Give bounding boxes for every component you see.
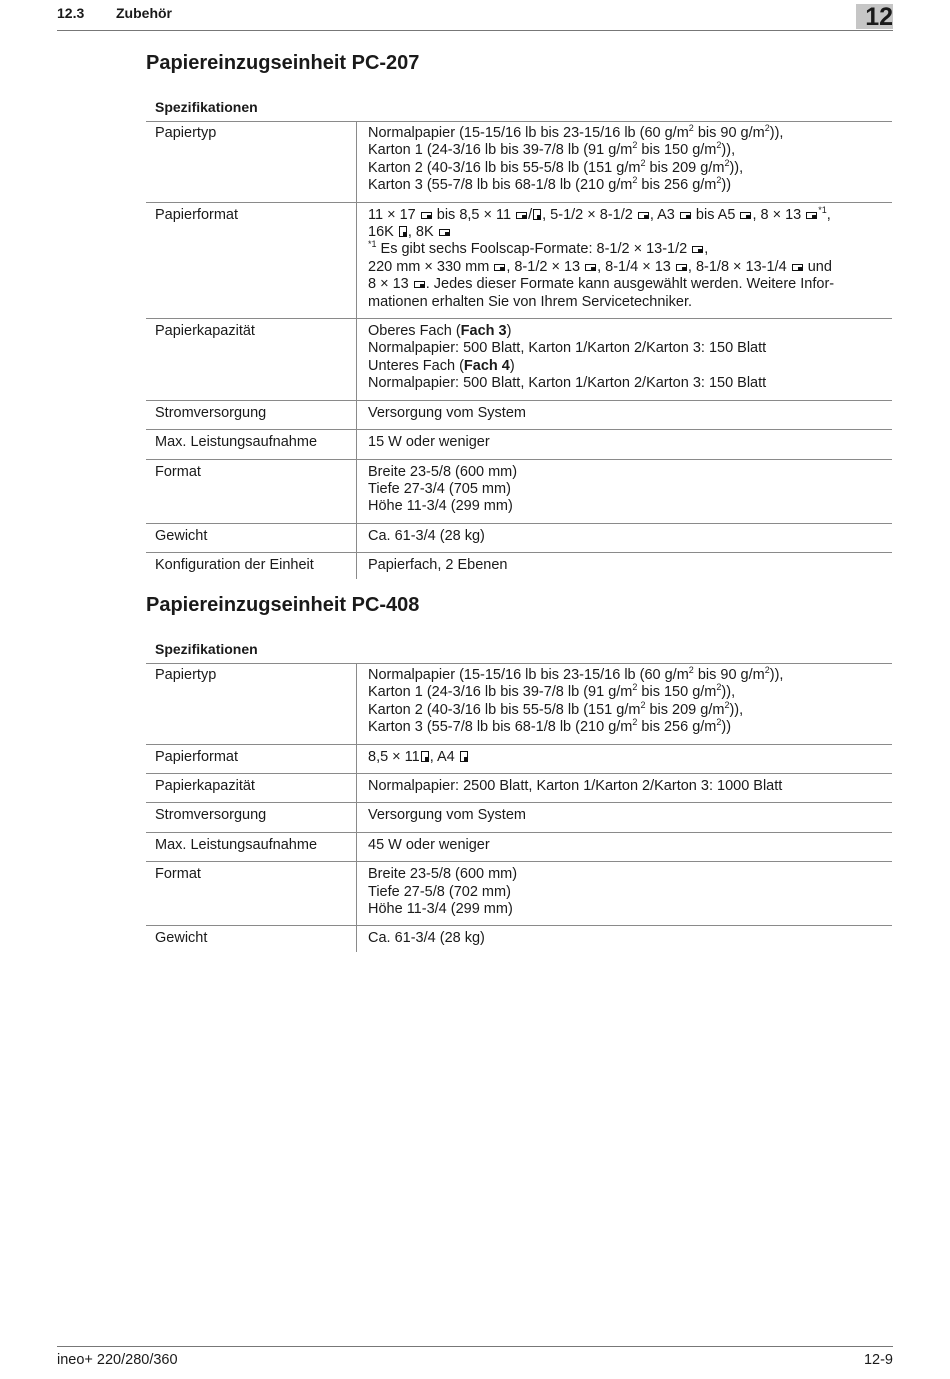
paper-landscape-icon	[494, 264, 505, 271]
table-row	[146, 459, 892, 523]
paper-portrait-icon	[460, 751, 468, 762]
row-label: Papierkapazität	[146, 774, 357, 803]
table-row	[146, 430, 892, 459]
spec-table-pc408	[146, 663, 892, 952]
row-label: Papierformat	[146, 744, 357, 773]
section-title: Zubehör	[116, 5, 172, 21]
row-label: Stromversorgung	[146, 803, 357, 832]
row-value: Normalpapier: 2500 Blatt, Karton 1/Karton 2/Karton 3: 1000 Blatt	[357, 774, 893, 803]
product-name: ineo+ 220/280/360	[57, 1352, 178, 1368]
spec-subheading-pc408: Spezifikationen	[155, 641, 258, 657]
paper-portrait-icon	[533, 209, 541, 220]
row-value: Versorgung vom System	[357, 400, 893, 429]
paper-portrait-icon	[421, 751, 429, 762]
row-value-papierformat: 11 × 17 bis 8,5 × 11 / , 5-1/2 × 8-1/2 , A3 bis A5 , 8 × 13 $^{*1}$, 16K , 8K $^{*1}$ Es gibt sechs Foolscap-Formate: 8-1/2 × 13-1/2 , 220 mm × 330 mm , 8-1/2 × 13 , 8-1/4 × 13 , 8-1/8 × 13-1/4 und 8 × 13 . Jedes dieser Formate kann ausgewählt werden. Weitere Infor- mationen erhalten Sie von Ihrem Servicetechniker.	[357, 202, 893, 318]
table-row	[146, 553, 892, 579]
table-row	[146, 803, 892, 832]
row-value: Papierfach, 2 Ebenen	[357, 553, 893, 579]
page-footer	[57, 1346, 893, 1368]
row-value: 15 W oder weniger	[357, 430, 893, 459]
paper-landscape-icon	[692, 246, 703, 253]
paper-landscape-icon	[792, 264, 803, 271]
section-number: 12.3	[57, 5, 85, 21]
paper-landscape-icon	[740, 212, 751, 219]
row-value-format: Breite 23-5/8 (600 mm) Tiefe 27-3/4 (705 mm) Höhe 11-3/4 (299 mm)	[357, 459, 893, 523]
table-row	[146, 122, 892, 203]
row-value-kapazitaet: Oberes Fach (Fach 3) Normalpapier: 500 Blatt, Karton 1/Karton 2/Karton 3: 150 Blatt Unteres Fach (Fach 4) Normalpapier: 500 Blatt, Karton 1/Karton 2/Karton 3: 150 Blatt	[357, 319, 893, 401]
row-label: Format	[146, 862, 357, 926]
table-row	[146, 319, 892, 401]
page-number: 12-9	[863, 1352, 893, 1368]
paper-landscape-icon	[806, 212, 817, 219]
paper-landscape-icon	[676, 264, 687, 271]
row-label: Konfiguration der Einheit	[146, 553, 357, 579]
row-label: Gewicht	[146, 523, 357, 552]
row-value: Ca. 61-3/4 (28 kg)	[357, 523, 893, 552]
spec-table-pc207	[146, 121, 892, 579]
chapter-number-tab: 12	[856, 4, 893, 29]
row-label: Papierkapazität	[146, 319, 357, 401]
paper-landscape-icon	[585, 264, 596, 271]
paper-landscape-icon	[414, 281, 425, 288]
row-value: Ca. 61-3/4 (28 kg)	[357, 926, 893, 952]
table-row	[146, 774, 892, 803]
row-label: Stromversorgung	[146, 400, 357, 429]
section-heading-pc408: Papiereinzugseinheit PC-408	[146, 594, 420, 616]
spec-subheading-pc207: Spezifikationen	[155, 99, 258, 115]
row-value: 45 W oder weniger	[357, 832, 893, 861]
paper-landscape-icon	[516, 212, 527, 219]
row-label: Papiertyp	[146, 664, 357, 745]
table-row	[146, 862, 892, 926]
table-row	[146, 832, 892, 861]
paper-portrait-icon	[399, 226, 407, 237]
row-label: Papiertyp	[146, 122, 357, 203]
paper-landscape-icon	[638, 212, 649, 219]
table-row	[146, 926, 892, 952]
row-value: Versorgung vom System	[357, 803, 893, 832]
paper-landscape-icon	[680, 212, 691, 219]
table-row	[146, 202, 892, 318]
section-heading-pc207: Papiereinzugseinheit PC-207	[146, 52, 420, 74]
paper-landscape-icon	[421, 212, 432, 219]
row-value-format: Breite 23-5/8 (600 mm) Tiefe 27-5/8 (702 mm) Höhe 11-3/4 (299 mm)	[357, 862, 893, 926]
row-value-papiertyp: Normalpapier (15-15/16 lb bis 23-15/16 lb (60 $g/m^2$ bis 90 $g/m^2$)), Karton 1 (24-3/16 lb bis 39-7/8 lb (91 $g/m^2$ bis 150 $g/m^2$)), Karton 2 (40-3/16 lb bis 55-5/8 lb (151 $g/m^2$ bis 209 $g/m^2$)), Karton 3 (55-7/8 lb bis 68-1/8 lb (210 $g/m^2$ bis 256 $g/m^2$))	[357, 122, 893, 203]
table-row	[146, 400, 892, 429]
row-label: Format	[146, 459, 357, 523]
table-row	[146, 664, 892, 745]
row-label: Max. Leistungsaufnahme	[146, 430, 357, 459]
row-label: Max. Leistungsaufnahme	[146, 832, 357, 861]
row-value-papiertyp: Normalpapier (15-15/16 lb bis 23-15/16 lb (60 $g/m^2$ bis 90 $g/m^2$)), Karton 1 (24-3/16 lb bis 39-7/8 lb (91 $g/m^2$ bis 150 $g/m^2$)), Karton 2 (40-3/16 lb bis 55-5/8 lb (151 $g/m^2$ bis 209 $g/m^2$)), Karton 3 (55-7/8 lb bis 68-1/8 lb (210 $g/m^2$ bis 256 $g/m^2$))	[357, 664, 893, 745]
table-row	[146, 523, 892, 552]
paper-landscape-icon	[439, 229, 450, 236]
row-value-papierformat: 8,5 × 11 , A4	[357, 744, 893, 773]
page-header	[57, 0, 893, 31]
row-label: Gewicht	[146, 926, 357, 952]
row-label: Papierformat	[146, 202, 357, 318]
table-row	[146, 744, 892, 773]
